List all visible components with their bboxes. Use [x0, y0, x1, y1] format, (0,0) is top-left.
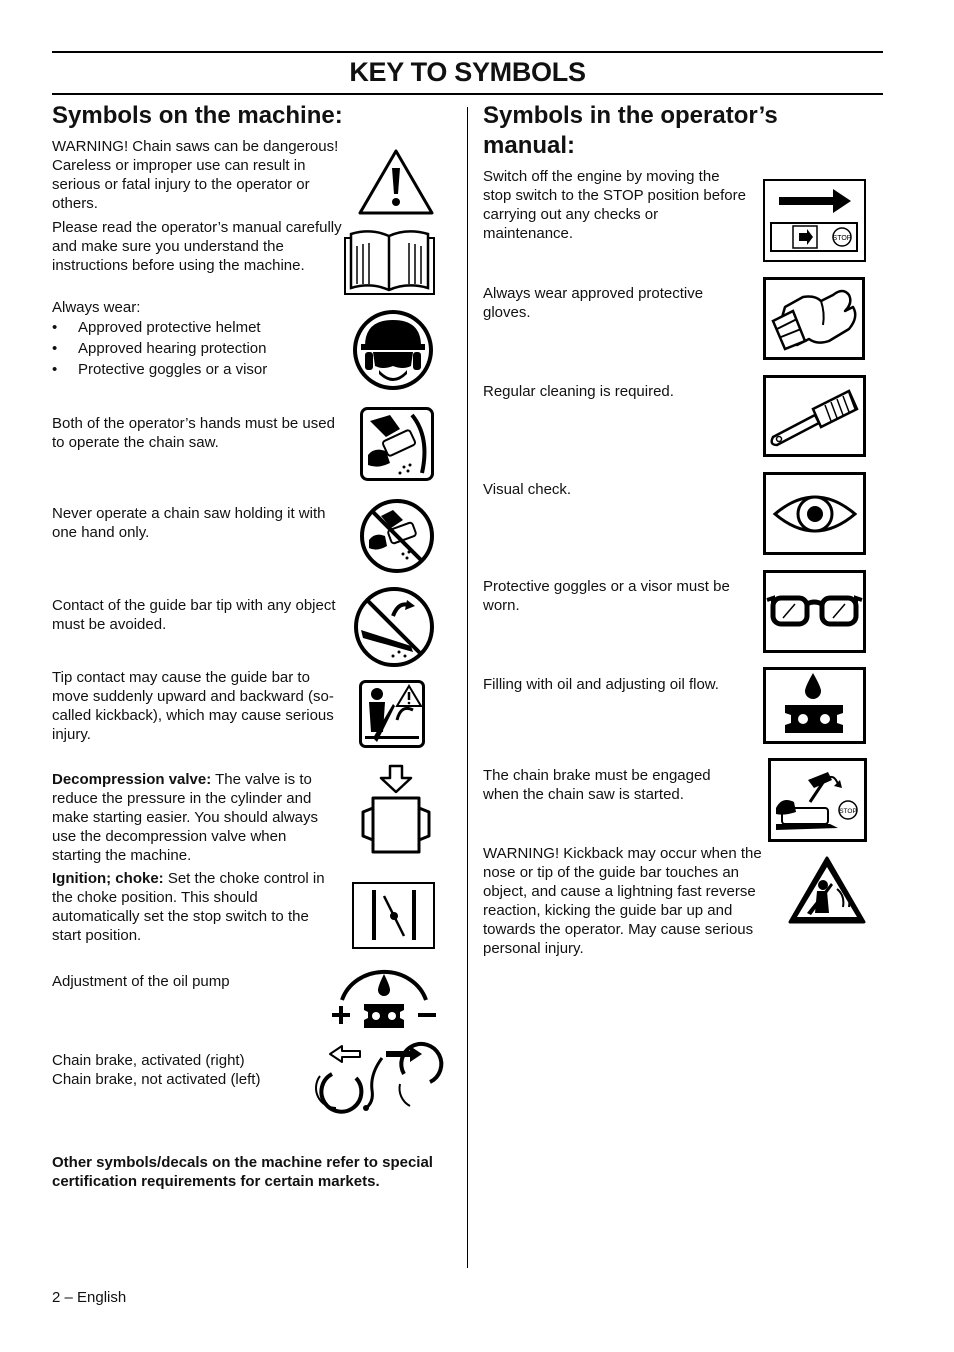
decompression-valve-icon: [357, 764, 435, 856]
read-manual-text: Please read the operator’s manual carefully and make sure you understand the instructions before using the machine.: [52, 219, 342, 274]
page-title: KEY TO SYMBOLS: [349, 57, 586, 87]
ignition-text: [52, 869, 337, 945]
warning-text: WARNING! Chain saws can be dangerous! Careless or improper use can result in serious or fatal injury to the operator or others.: [52, 138, 339, 212]
chain-brake-left-text: Chain brake, not activated (left): [52, 1071, 261, 1088]
brake-engaged-text: The chain brake must be engaged when the chain saw is started.: [483, 767, 711, 803]
kickback-person-icon: [787, 855, 867, 925]
brush-icon: [763, 375, 866, 457]
ignition-label: Ignition; choke:: [52, 870, 164, 887]
page-footer: 2 – English: [52, 1289, 127, 1306]
both-hands-text: Both of the operator’s hands must be used to operate the chain saw.: [52, 415, 335, 451]
brake-stop-label: STOP: [839, 808, 857, 815]
column-divider: [467, 107, 468, 1268]
list-item: • Approved hearing protection: [52, 338, 267, 359]
decompression-text: [52, 770, 337, 865]
one-hand-text: Never operate a chain saw holding it with one hand only.: [52, 505, 326, 541]
visual-check-text: Visual check.: [483, 481, 572, 498]
decompression-description: The valve is to reduce the pressure in the cylinder and make starting easier. You should always use the decompression valve when starting the machine.: [52, 771, 318, 864]
decompression-label: Decompression valve:: [52, 771, 212, 788]
stop-switch-text: Switch off the engine by moving the stop switch to the STOP position before carrying out any checks or maintenance.: [483, 168, 746, 242]
cleaning-text: Regular cleaning is required.: [483, 383, 674, 400]
list-item: • Approved protective helmet: [52, 317, 267, 338]
oil-pump-adjust-icon: [328, 960, 440, 1032]
kickback-warning-text: WARNING! Kickback may occur when the nose or tip of the guide bar touches an object, and cause a lightning fast reverse reaction, kicking the guide bar up and towards the operator. May cause serious personal injury.: [483, 845, 762, 957]
helmet-ear-eye-protection-icon: [351, 308, 435, 392]
stop-switch-icon: [763, 179, 866, 262]
kickback-text: Tip contact may cause the guide bar to move suddenly upward and backward (so-called kickback), which may cause serious injury.: [52, 669, 334, 743]
no-one-hand-icon: [359, 498, 435, 574]
oil-chain-icon: [763, 667, 866, 744]
oil-text: Filling with oil and adjusting oil flow.: [483, 676, 719, 693]
stop-label: STOP: [832, 235, 852, 242]
no-tip-contact-icon: [353, 586, 435, 668]
gloves-text: Always wear approved protective gloves.: [483, 285, 704, 321]
two-hands-icon: [360, 407, 434, 481]
always-wear-text: Always wear:: [52, 299, 141, 316]
right-heading: Symbols in the operator’s manual:: [483, 102, 778, 159]
tip-contact-text: Contact of the guide bar tip with any object must be avoided.: [52, 597, 336, 633]
chain-brake-icon: [310, 1044, 436, 1114]
wear-list: [52, 317, 267, 380]
kickback-warning-icon: [359, 680, 425, 748]
choke-icon: [352, 882, 435, 949]
goggles-icon: [763, 570, 866, 653]
glove-icon: [763, 277, 865, 360]
left-heading: Symbols on the machine:: [52, 102, 343, 129]
manual-book-icon: [343, 228, 436, 296]
eye-icon: [763, 472, 866, 555]
title-rule: [52, 93, 883, 95]
chain-brake-start-icon: [768, 758, 867, 842]
top-rule: [52, 51, 883, 53]
warning-triangle-icon: [357, 148, 435, 216]
oil-pump-text: Adjustment of the oil pump: [52, 973, 230, 990]
goggles-text: Protective goggles or a visor must be worn.: [483, 578, 730, 614]
list-item: • Protective goggles or a visor: [52, 359, 267, 380]
other-symbols-text: Other symbols/decals on the machine refer to special certification requirements for certain markets.: [52, 1154, 433, 1190]
ignition-description: Set the choke control in the choke position. This should automatically set the stop switch to the start position.: [52, 870, 325, 944]
chain-brake-right-text: Chain brake, activated (right): [52, 1052, 245, 1069]
